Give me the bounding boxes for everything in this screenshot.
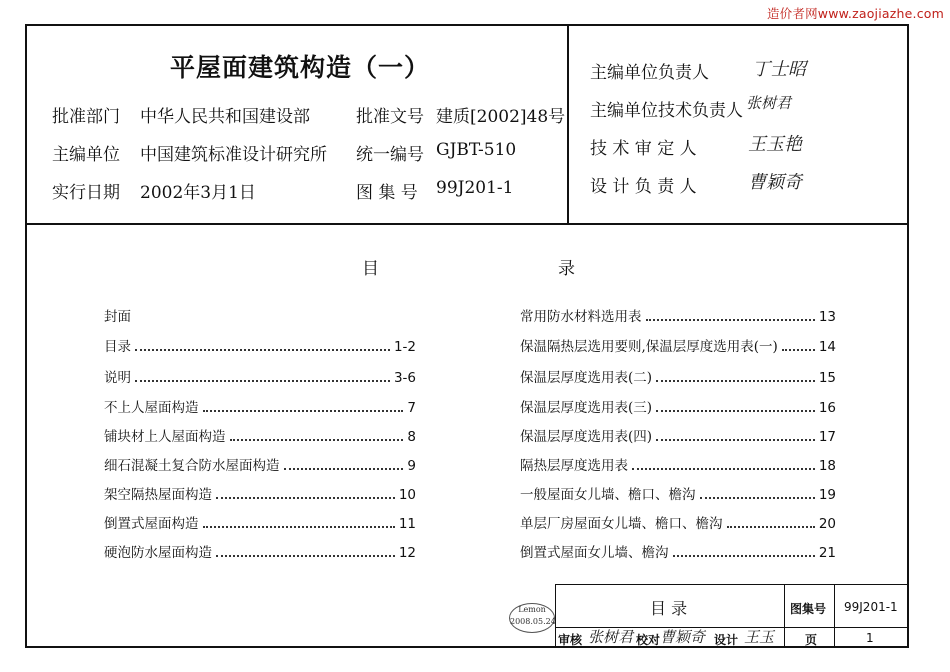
review-signature: 张树君 (588, 628, 634, 646)
toc-entry-label: 硬泡防水屋面构造 (104, 545, 212, 561)
title-block-col-divider (784, 584, 785, 647)
toc-entry-page: 9 (407, 458, 416, 474)
toc-entry (104, 454, 416, 474)
effective-date-label: 实行日期 (52, 183, 120, 203)
signature: 王玉艳 (748, 134, 802, 155)
stamp-date: 2008.05.24 (510, 617, 556, 626)
toc-entry (520, 512, 836, 532)
toc-entry-page: 1-2 (393, 339, 416, 355)
toc-heading-left: 目 (362, 259, 379, 279)
toc-entry-label: 不上人屋面构造 (104, 400, 199, 416)
toc-entry (104, 425, 416, 445)
toc-entry-label: 一般屋面女儿墙、檐口、檐沟 (520, 487, 696, 503)
approve-doc-value: 建质[2002]48号 (436, 107, 566, 127)
leader-dots (216, 555, 395, 557)
signature: 张树君 (746, 94, 792, 112)
approve-dept-value: 中华人民共和国建设部 (140, 107, 310, 127)
atlas-no-label: 图 集 号 (356, 183, 418, 203)
toc-entry-label: 架空隔热屋面构造 (104, 487, 212, 503)
date-stamp (509, 603, 555, 633)
toc-entry (104, 305, 416, 325)
toc-entry-page: 10 (398, 487, 416, 503)
header-vertical-divider (567, 24, 569, 224)
leader-dots (700, 497, 815, 499)
toc-entry (104, 541, 416, 561)
page-value: 1 (866, 631, 874, 645)
title-block-name: 目 录 (650, 599, 688, 618)
check-label: 校对 (636, 633, 661, 647)
toc-entry (104, 366, 416, 386)
leader-dots (632, 468, 815, 470)
toc-entry-page: 18 (818, 458, 836, 474)
header-divider (25, 223, 909, 225)
toc-entry (520, 305, 836, 325)
leader-dots (656, 410, 815, 412)
toc-entry-page: 12 (398, 545, 416, 561)
toc-entry-label: 隔热层厚度选用表 (520, 458, 628, 474)
watermark: 造价者网www.zaojiazhe.com (766, 6, 944, 21)
toc-entry (520, 454, 836, 474)
toc-entry-page: 8 (407, 429, 416, 445)
toc-entry-label: 单层厂房屋面女儿墙、檐口、檐沟 (520, 516, 723, 532)
leader-dots (230, 439, 404, 441)
toc-entry-label: 目录 (104, 339, 131, 355)
toc-entry-page: 20 (818, 516, 836, 532)
design-signature: 王玉 (744, 628, 775, 646)
leader-dots (782, 349, 815, 351)
toc-entry-label: 细石混凝土复合防水屋面构造 (104, 458, 280, 474)
stamp-name: Lemon (518, 605, 546, 614)
toc-entry (520, 396, 836, 416)
responsible-role: 主编单位负责人 (590, 63, 709, 83)
editor-unit-label: 主编单位 (52, 145, 120, 165)
toc-entry-page: 7 (407, 400, 416, 416)
check-signature: 曹颖奇 (660, 628, 706, 646)
toc-entry-label: 封面 (104, 309, 131, 325)
toc-entry-label: 保温层厚度选用表(四) (520, 429, 653, 445)
title-block-col-divider (834, 584, 835, 647)
leader-dots (203, 410, 404, 412)
leader-dots (284, 468, 404, 470)
approve-doc-label: 批准文号 (356, 107, 424, 127)
toc-entry-page: 21 (818, 545, 836, 561)
leader-dots (135, 349, 390, 351)
leader-dots (656, 439, 815, 441)
leader-dots (727, 526, 815, 528)
leader-dots (673, 555, 815, 557)
editor-unit-value: 中国建筑标准设计研究所 (140, 145, 327, 165)
responsible-role: 设 计 负 责 人 (590, 177, 697, 197)
title-block-atlas-value: 99J201-1 (844, 600, 898, 614)
toc-entry-page: 17 (818, 429, 836, 445)
toc-entry (520, 335, 836, 355)
toc-heading-right: 录 (558, 259, 575, 279)
unified-no-label: 统一编号 (356, 145, 424, 165)
toc-entry-page: 11 (398, 516, 416, 532)
title-block-atlas-label: 图集号 (790, 602, 827, 616)
review-label: 审核 (558, 633, 583, 647)
toc-entry-page: 13 (818, 309, 836, 325)
leader-dots (646, 319, 815, 321)
signature: 丁士昭 (752, 59, 806, 80)
toc-entry-page: 16 (818, 400, 836, 416)
toc-entry-label: 说明 (104, 370, 131, 386)
toc-entry (520, 425, 836, 445)
toc-entry (104, 483, 416, 503)
toc-entry (104, 512, 416, 532)
toc-entry (520, 541, 836, 561)
toc-entry-page: 19 (818, 487, 836, 503)
toc-entry-page: 15 (818, 370, 836, 386)
toc-entry-page: 14 (818, 339, 836, 355)
leader-dots (656, 380, 815, 382)
leader-dots (216, 497, 395, 499)
toc-entry-label: 倒置式屋面女儿墙、檐沟 (520, 545, 669, 561)
toc-entry-page: 3-6 (393, 370, 416, 386)
design-label: 设计 (714, 633, 739, 647)
toc-entry (104, 335, 416, 355)
approve-dept-label: 批准部门 (52, 107, 120, 127)
page-label: 页 (805, 633, 818, 647)
toc-entry-label: 保温隔热层选用要则,保温层厚度选用表(一) (520, 339, 778, 355)
atlas-no-value: 99J201-1 (436, 178, 514, 198)
toc-entry-label: 倒置式屋面构造 (104, 516, 199, 532)
effective-date-value: 2002年3月1日 (140, 183, 256, 203)
atlas-title: 平屋面建筑构造（一） (170, 53, 431, 82)
leader-dots (135, 380, 390, 382)
signature: 曹颖奇 (748, 172, 802, 193)
toc-entry-label: 保温层厚度选用表(三) (520, 400, 653, 416)
toc-entry-label: 常用防水材料选用表 (520, 309, 642, 325)
toc-entry-label: 保温层厚度选用表(二) (520, 370, 653, 386)
leader-dots (203, 526, 395, 528)
toc-entry (520, 483, 836, 503)
toc-entry (104, 396, 416, 416)
responsible-role: 技 术 审 定 人 (590, 139, 697, 159)
toc-entry (520, 366, 836, 386)
unified-no-value: GJBT-510 (436, 140, 517, 160)
toc-entry-label: 铺块材上人屋面构造 (104, 429, 226, 445)
responsible-role: 主编单位技术负责人 (590, 101, 743, 121)
